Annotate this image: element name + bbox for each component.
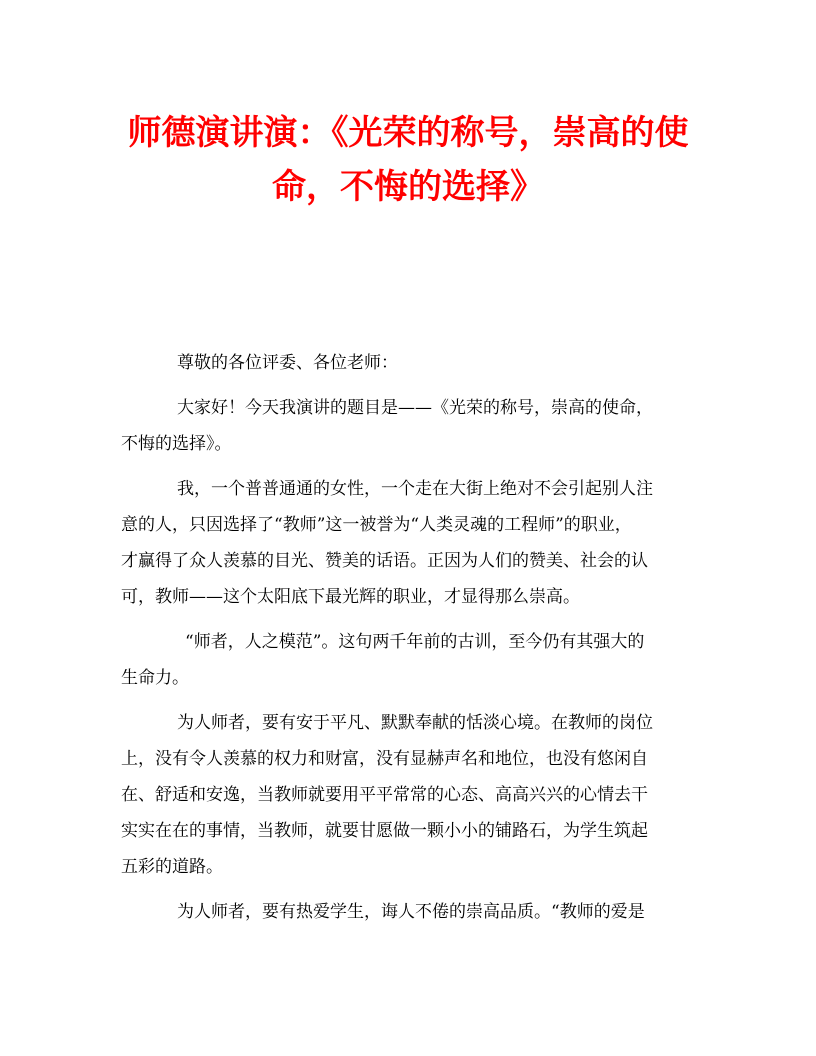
paragraph-love-students (121, 894, 697, 930)
paragraph-salutation (121, 345, 697, 381)
document-title (100, 106, 716, 214)
text-line: 上，没有令人羡慕的权力和财富，没有显赫声名和地位，也没有悠闲自 (121, 749, 648, 769)
text-line: 不悔的选择》。 (121, 434, 232, 454)
paragraph-greeting (121, 390, 697, 462)
text-line: 为人师者，要有安于平凡、默默奉献的恬淡心境。在教师的岗位 (177, 713, 653, 733)
text-line: 我，一个普普通通的女性，一个走在大街上绝对不会引起别人注 (177, 479, 653, 499)
text-line: 才赢得了众人羡慕的目光、赞美的话语。正因为人们的赞美、社会的认 (121, 551, 648, 571)
title-line: 命，不悔的选择》 (272, 167, 544, 207)
text-line: “师者，人之模范”。这句两千年前的古训，至今仍有其强大的 (185, 632, 645, 652)
text-line: 实实在在的事情，当教师，就要甘愿做一颗小小的铺路石，为学生筑起 (121, 821, 648, 841)
text-line: 意的人，只因选择了“教师”这一被誉为“人类灵魂的工程师”的职业， (121, 515, 632, 535)
text-line: 五彩的道路。 (121, 857, 223, 877)
paragraph-introduction (121, 471, 697, 615)
text-line: 在、舒适和安逸，当教师就要用平平常常的心态、高高兴兴的心情去干 (121, 785, 648, 805)
paragraph-quote (121, 624, 697, 696)
text-line: 大家好！今天我演讲的题目是——《光荣的称号，崇高的使命， (177, 398, 653, 418)
text-line: 可，教师——这个太阳底下最光辉的职业，才显得那么崇高。 (121, 587, 580, 607)
paragraph-ordinary-mindset (121, 705, 697, 885)
text-line: 为人师者，要有热爱学生，诲人不倦的崇高品质。“教师的爱是 (177, 902, 645, 922)
title-line: 师德演讲演：《光荣的称号，崇高的使 (127, 113, 689, 153)
text-line: 尊敬的各位评委、各位老师： (177, 353, 398, 373)
document-body (121, 345, 697, 930)
text-line: 生命力。 (121, 668, 189, 688)
